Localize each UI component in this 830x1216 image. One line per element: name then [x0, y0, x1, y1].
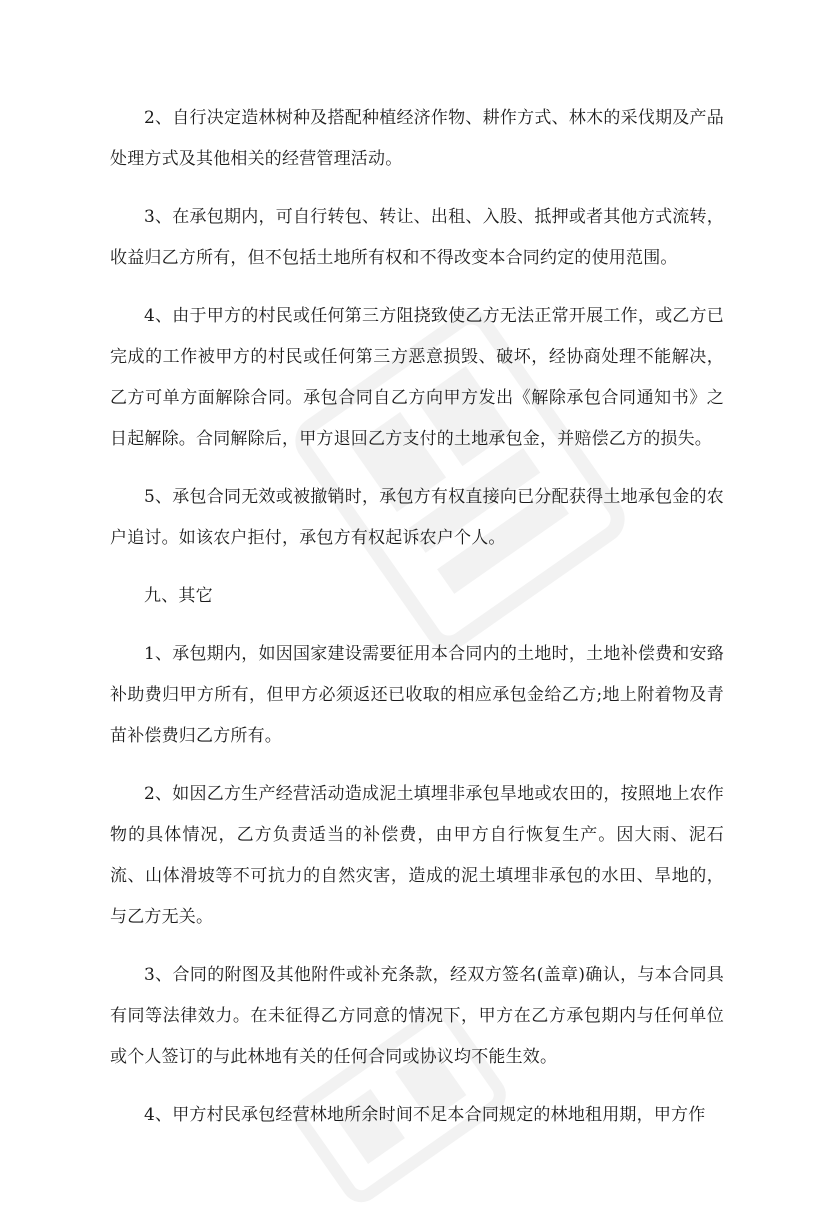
- paragraph-other-3: 3、合同的附图及其他附件或补充条款，经双方签名(盖章)确认，与本合同具有同等法律效力。在未征得乙方同意的情况下，甲方在乙方承包期内与任何单位或个人签订的与此林地有关的任何合同或协议均不能生效。: [110, 965, 724, 1067]
- paragraph-other-4: 4、甲方村民承包经营林地所余时间不足本合同规定的林地租用期，甲方作: [144, 1105, 706, 1125]
- paragraph-clause-4: 4、由于甲方的村民或任何第三方阻挠致使乙方无法正常开展工作，或乙方已完成的工作被甲方的村民或任何第三方恶意损毁、破坏，经协商处理不能解决，乙方可单方面解除合同。承包合同自乙方向甲方发出《解除承包合同通知书》之日起解除。合同解除后，甲方退回乙方支付的土地承包金，并赔偿乙方的损失。: [110, 306, 724, 449]
- document-body: [110, 98, 724, 1153]
- section-heading-other: 九、其它: [144, 586, 213, 606]
- paragraph-other-1: 1、承包期内，如因国家建设需要征用本合同内的土地时，土地补偿费和安臵补助费归甲方所有，但甲方必须返还已收取的相应承包金给乙方;地上附着物及青苗补偿费归乙方所有。: [110, 644, 724, 746]
- paragraph-clause-3: 3、在承包期内，可自行转包、转让、出租、入股、抵押或者其他方式流转，收益归乙方所有，但不包括土地所有权和不得改变本合同约定的使用范围。: [110, 207, 724, 268]
- paragraph-other-2: 2、如因乙方生产经营活动造成泥土填埋非承包旱地或农田的，按照地上农作物的具体情况，乙方负责适当的补偿费，由甲方自行恢复生产。因大雨、泥石流、山体滑坡等不可抗力的自然灾害，造成的泥土填埋非承包的水田、旱地的，与乙方无关。: [110, 784, 724, 927]
- paragraph-clause-5: 5、承包合同无效或被撤销时，承包方有权直接向已分配获得土地承包金的农户追讨。如该农户拒付，承包方有权起诉农户个人。: [110, 487, 724, 548]
- paragraph-clause-2: 2、自行决定造林树种及搭配种植经济作物、耕作方式、林木的采伐期及产品处理方式及其他相关的经营管理活动。: [110, 108, 724, 169]
